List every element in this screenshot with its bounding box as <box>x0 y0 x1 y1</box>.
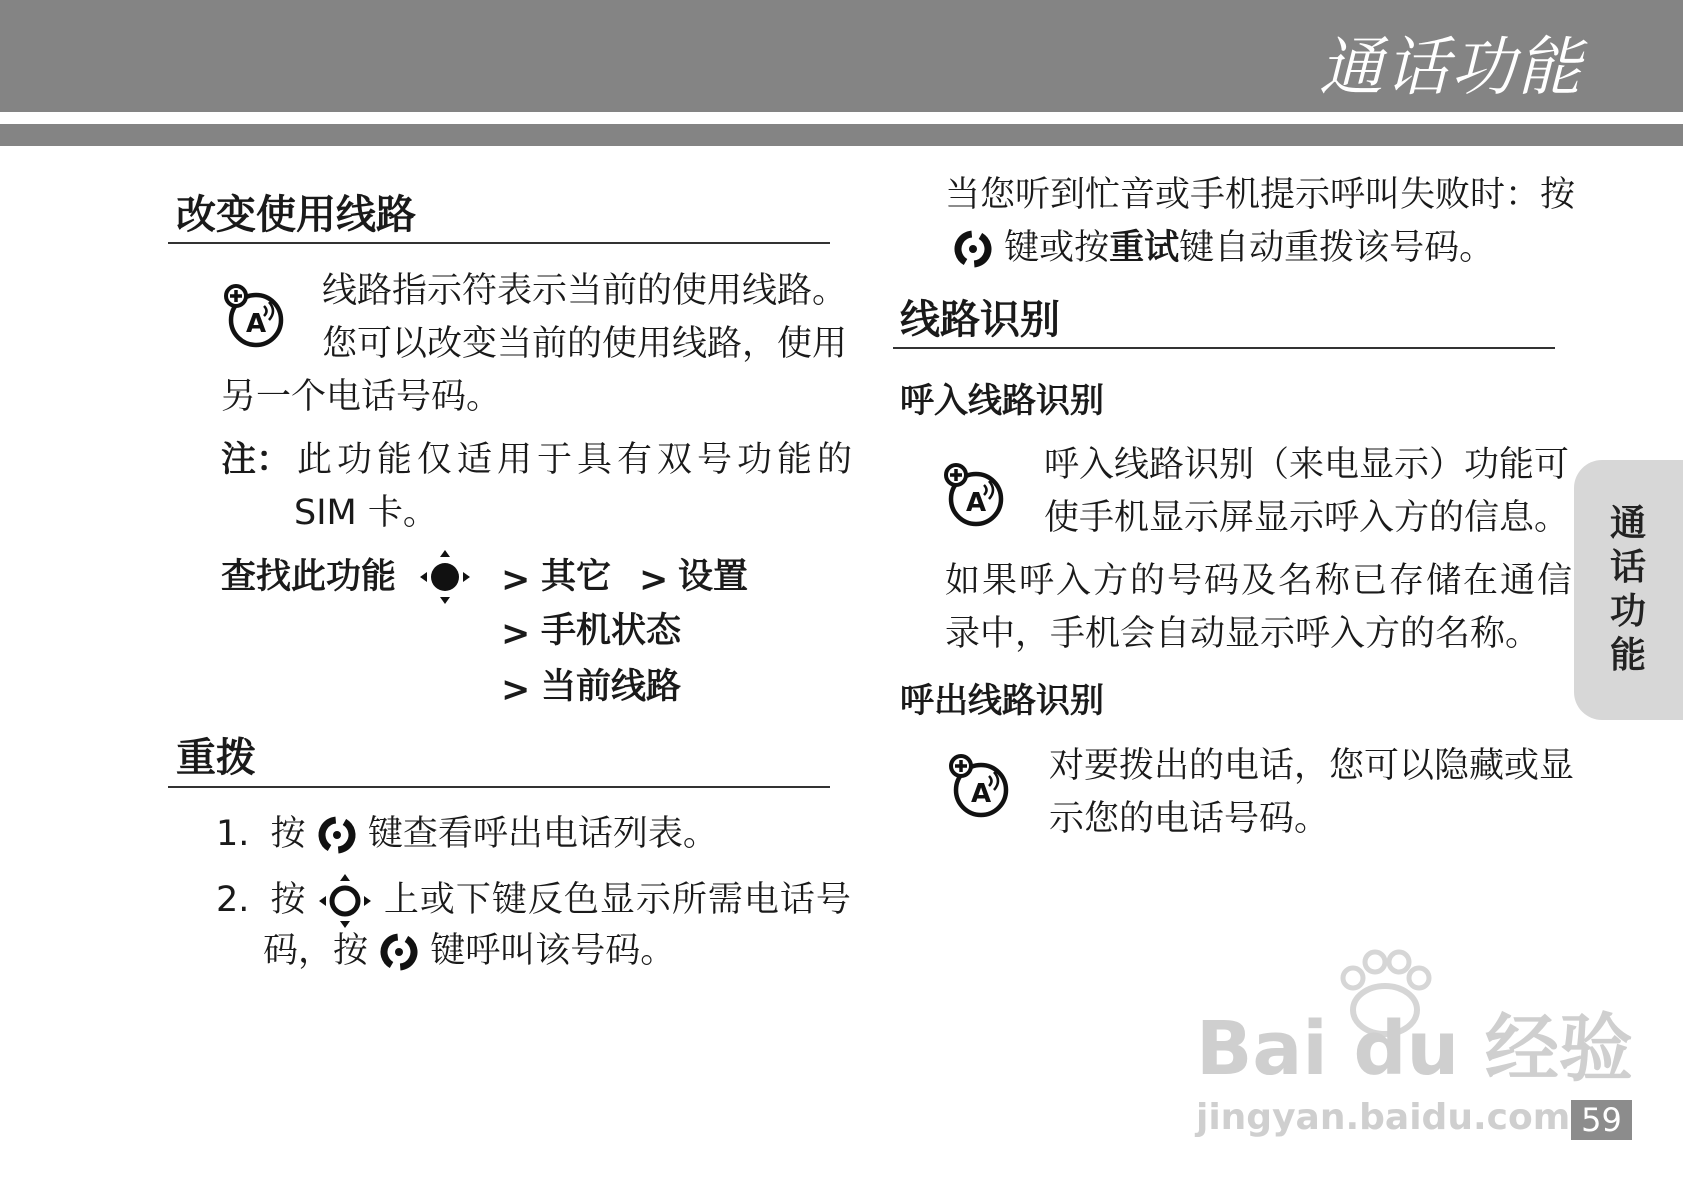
busy-text-1: 当您听到忙音或手机提示呼叫失败时：按 <box>945 175 1576 215</box>
path-sep-3: > <box>501 614 531 654</box>
note-text-2: SIM 卡。 <box>294 493 438 533</box>
section-title-redial: 重拨 <box>176 735 256 781</box>
step-text: 码，按 <box>263 931 369 971</box>
section-title-change-line: 改变使用线路 <box>176 192 416 238</box>
stored-text-1: 如果呼入方的号码及名称已存储在通信 <box>945 561 1575 601</box>
redial-step-2-cont <box>263 925 675 978</box>
step-text: 键查看呼出电话列表。 <box>367 814 718 854</box>
step-text: 上或下键反色显示所需电话号 <box>383 880 852 920</box>
step-text: 按 <box>270 880 306 920</box>
network-feature-icon <box>947 752 1011 820</box>
header-divider <box>0 112 1683 118</box>
step-text: 键呼叫该号码。 <box>430 931 676 971</box>
change-line-text-1: 线路指示符表示当前的使用线路。 <box>322 271 848 311</box>
redial-step-1 <box>216 808 718 861</box>
stored-text-2: 录中，手机会自动显示呼入方的名称。 <box>945 614 1541 654</box>
path-item-phone-status: 手机状态 <box>541 611 682 651</box>
find-feature-label: 查找此功能 <box>221 557 397 597</box>
path-sep-1: > <box>501 560 531 600</box>
svg-text:A: A <box>971 779 992 809</box>
svg-text:A: A <box>246 309 267 339</box>
busy-text: 键自动重拨该号码。 <box>1179 228 1495 268</box>
retry-key-label: 重试 <box>1109 228 1180 268</box>
subsection-title-outgoing: 呼出线路识别 <box>900 681 1104 721</box>
chapter-side-tab-label: 通话功能 <box>1609 503 1646 676</box>
step-number: 2. <box>216 880 250 920</box>
network-feature-icon <box>222 282 286 350</box>
nav-key-icon <box>317 872 373 930</box>
change-line-text-3: 另一个电话号码。 <box>221 377 502 417</box>
note-label: 注： <box>221 440 292 480</box>
chapter-title: 通话功能 <box>1319 31 1583 105</box>
subsection-title-incoming: 呼入线路识别 <box>900 381 1104 421</box>
section-rule <box>168 242 830 244</box>
send-key-icon <box>379 932 419 972</box>
section-rule <box>893 347 1555 349</box>
header-band-lower <box>0 124 1683 146</box>
busy-text-2 <box>953 222 1494 275</box>
outgoing-text-1: 对要拨出的电话，您可以隐藏或显 <box>1049 746 1575 786</box>
send-key-icon <box>953 229 993 269</box>
step-text: 按 <box>270 814 306 854</box>
incoming-text-2: 使手机显示屏显示呼入方的信息。 <box>1044 498 1570 538</box>
outgoing-text-2: 示您的电话号码。 <box>1049 799 1330 839</box>
send-key-icon <box>317 815 357 855</box>
step-number: 1. <box>216 814 250 854</box>
path-item-other: 其它 <box>541 557 612 597</box>
watermark-url: jingyan.baidu.com <box>1196 1097 1571 1138</box>
note-text-1: 此功能仅适用于具有双号功能的 <box>297 440 858 480</box>
path-item-current-line: 当前线路 <box>541 667 682 707</box>
page-number: 59 <box>1571 1100 1632 1140</box>
incoming-text-1: 呼入线路识别（来电显示）功能可 <box>1044 445 1570 485</box>
path-item-settings: 设置 <box>678 557 749 597</box>
network-feature-icon <box>942 461 1006 529</box>
busy-text: 键或按 <box>1004 228 1110 268</box>
path-sep-2: > <box>639 560 669 600</box>
section-rule <box>168 786 830 788</box>
watermark-brand: Bai du 经验 <box>1196 1006 1633 1092</box>
path-sep-4: > <box>501 670 531 710</box>
change-line-text-2: 您可以改变当前的使用线路，使用 <box>322 324 848 364</box>
section-title-caller-id: 线路识别 <box>900 297 1060 343</box>
svg-text:A: A <box>966 488 987 518</box>
redial-step-2 <box>216 872 852 930</box>
menu-key-icon <box>418 548 472 606</box>
